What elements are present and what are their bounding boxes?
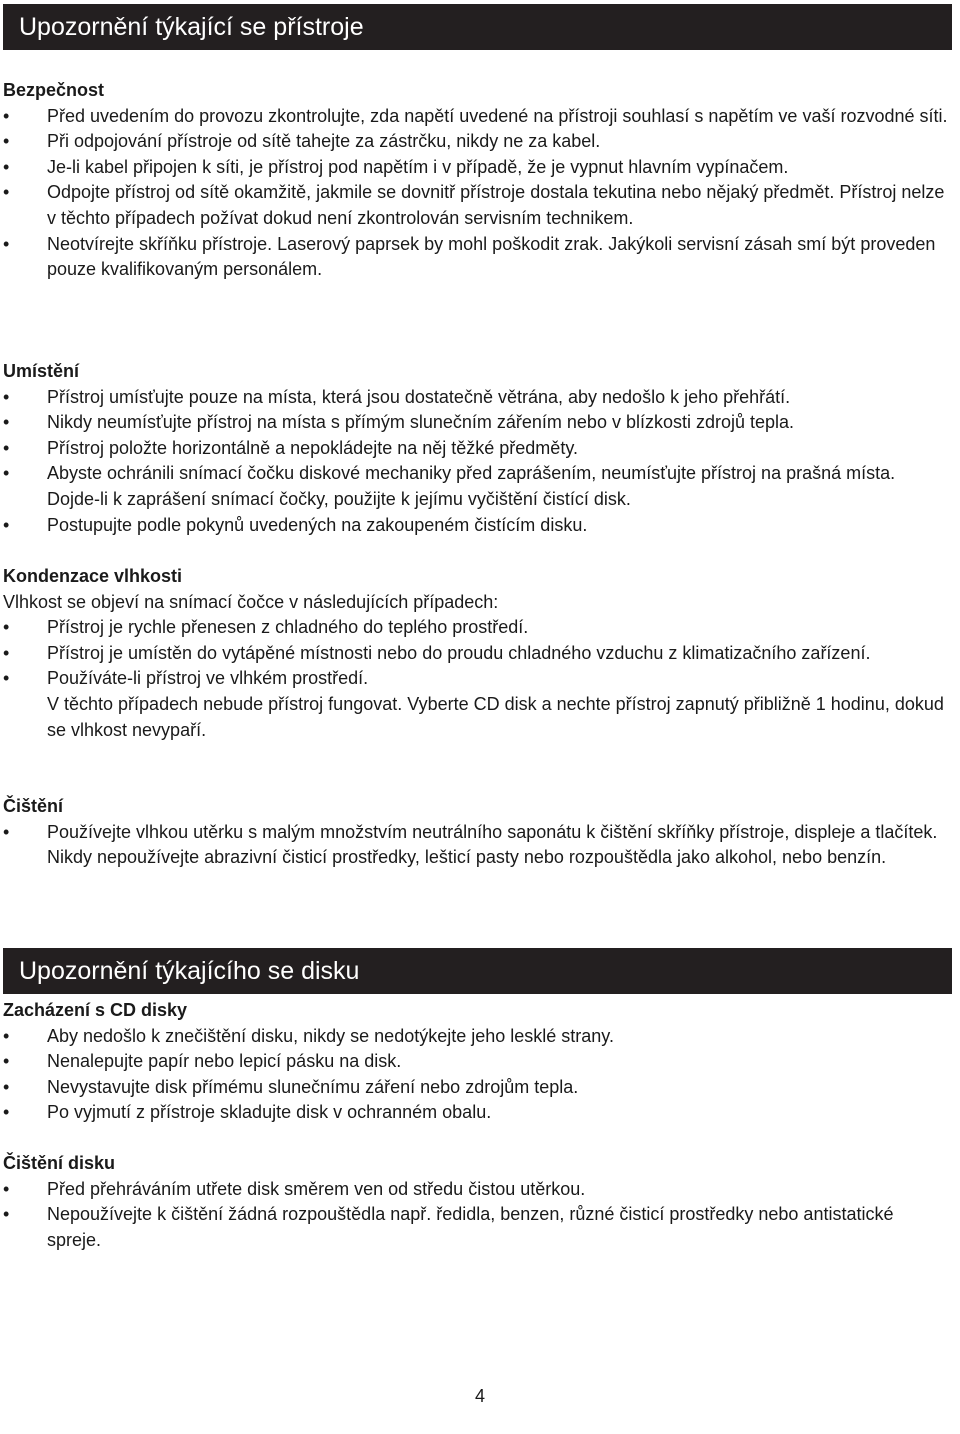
section-disc-handling — [3, 998, 948, 1126]
list-item: • Při odpojování přístroje od sítě tahejte za zástrčku, nikdy ne za kabel. — [3, 129, 948, 155]
list-item: • Přístroj je rychle přenesen z chladného do teplého prostředí. — [3, 615, 948, 641]
list-item: • Abyste ochránili snímací čočku diskové mechaniky před zaprášením, neumísťujte přístroj na prašná místa. Dojde-li k zaprášení snímací čočky, použijte k jejímu vyčištění čistící disk. — [3, 461, 948, 512]
section-cleaning — [3, 794, 948, 871]
list-item: • Neotvírejte skříňku přístroje. Laserový paprsek by mohl poškodit zrak. Jakýkoli servisní zásah smí být proveden pouze kvalifikovaným personálem. — [3, 232, 948, 283]
disc-handling-list — [3, 1024, 948, 1126]
list-item: • Po vyjmutí z přístroje skladujte disk v ochranném obalu. — [3, 1100, 948, 1126]
condensation-intro: Vlhkost se objeví na snímací čočce v následujících případech: — [3, 591, 499, 612]
cleaning-list — [3, 820, 948, 871]
heading-condensation: Kondenzace vlhkosti — [3, 566, 183, 586]
section-condensation — [3, 564, 948, 743]
section-safety — [3, 78, 948, 283]
section-placement — [3, 359, 948, 538]
heading-disc-cleaning: Čištění disku — [3, 1153, 116, 1173]
list-item: • Nevystavujte disk přímému slunečnímu záření nebo zdrojům tepla. — [3, 1075, 948, 1101]
safety-list — [3, 104, 948, 283]
list-item: • Před přehráváním utřete disk směrem ven od středu čistou utěrkou. — [3, 1177, 948, 1203]
heading-placement: Umístění — [3, 361, 80, 381]
heading-disc-handling: Zacházení s CD disky — [3, 1000, 188, 1020]
list-item: • Používáte-li přístroj ve vlhkém prostředí. — [3, 666, 948, 692]
list-item: • Přístroj je umístěn do vytápěné místnosti nebo do proudu chladného vzduchu z klimatizačního zařízení. — [3, 641, 948, 667]
list-item: • Přístroj umísťujte pouze na místa, která jsou dostatečně větrána, aby nedošlo k jeho přehřátí. — [3, 385, 948, 411]
placement-list — [3, 385, 948, 539]
list-item: • Postupujte podle pokynů uvedených na zakoupeném čistícím disku. — [3, 513, 948, 539]
list-item: • Aby nedošlo k znečištění disku, nikdy se nedotýkejte jeho lesklé strany. — [3, 1024, 948, 1050]
list-item: • Nenalepujte papír nebo lepicí pásku na disk. — [3, 1049, 948, 1075]
disc-cleaning-list — [3, 1177, 948, 1254]
heading-safety: Bezpečnost — [3, 80, 105, 100]
list-item: • Nepoužívejte k čištění žádná rozpouštědla např. ředidla, benzen, různé čisticí prostředky nebo antistatické spreje. — [3, 1202, 948, 1253]
section-title-disc-warnings: Upozornění týkajícího se disku — [3, 948, 952, 994]
condensation-note: V těchto případech nebude přístroj fungovat. Vyberte CD disk a nechte přístroj zapnutý přibližně 1 hodinu, dokud se vlhkost nevypaří. — [47, 693, 944, 740]
section-disc-cleaning — [3, 1151, 948, 1253]
condensation-list — [3, 615, 948, 692]
heading-cleaning: Čištění — [3, 796, 64, 816]
list-item: • Odpojte přístroj od sítě okamžitě, jakmile se dovnitř přístroje dostala tekutina nebo nějaký předmět. Přístroj nelze v těchto případech požívat dokud není zkontrolován servisním technikem. — [3, 180, 948, 231]
list-item: • Používejte vlhkou utěrku s malým množstvím neutrálního saponátu k čištění skříňky přístroje, displeje a tlačítek. Nikdy nepoužívejte abrazivní čisticí prostředky, lešticí pasty nebo rozpouštědla jako alkohol, nebo benzín. — [3, 820, 948, 871]
page-number: 4 — [474, 1386, 485, 1406]
list-item: • Nikdy neumísťujte přístroj na místa s přímým slunečním zářením nebo v blízkosti zdrojů tepla. — [3, 410, 948, 436]
section-title-device-warnings: Upozornění týkající se přístroje — [3, 4, 952, 50]
list-item: • Je-li kabel připojen k síti, je přístroj pod napětím i v případě, že je vypnut hlavním vypínačem. — [3, 155, 948, 181]
list-item: • Před uvedením do provozu zkontrolujte, zda napětí uvedené na přístroji souhlasí s napětím ve vaší rozvodné síti. — [3, 104, 948, 130]
list-item: • Přístroj položte horizontálně a nepokládejte na něj těžké předměty. — [3, 436, 948, 462]
